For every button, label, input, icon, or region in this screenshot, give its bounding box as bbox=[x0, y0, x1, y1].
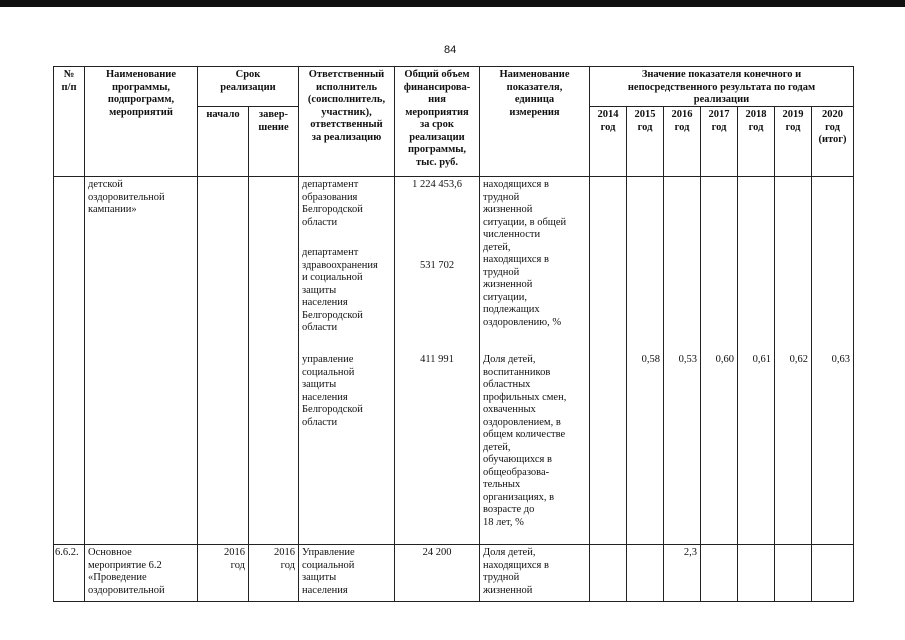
col-line bbox=[197, 66, 198, 601]
page-number: 84 bbox=[444, 44, 457, 56]
col-line bbox=[589, 66, 590, 601]
row1-indicator-1: находящихся в трудной жизненной ситуации, в общей численности детей, находящихся в трудной жизненной ситуации, подлежащих оздоровлению, % bbox=[483, 179, 567, 328]
header-year-2017: 2017 год bbox=[708, 109, 730, 133]
row1-value-2017: 0,60 bbox=[715, 354, 734, 365]
header-year-2019: 2019 год bbox=[782, 109, 804, 133]
row1-name: детской оздоровительной кампании» bbox=[88, 179, 165, 215]
row2-responsible: Управление социальной защиты населения bbox=[302, 547, 355, 596]
header-year-2016: 2016 год bbox=[671, 109, 693, 133]
row1-responsible-3: управление социальной защиты населения Белгородской области bbox=[302, 354, 363, 428]
header-year-2018: 2018 год bbox=[745, 109, 767, 133]
row1-value-2016: 0,53 bbox=[678, 354, 697, 365]
row2-financing: 24 200 bbox=[422, 547, 452, 558]
row1-responsible-1: департамент образования Белгородской области bbox=[302, 179, 363, 228]
header-financing: Общий объем финансирова- ния мероприятия за срок реализации программы, тыс. руб. bbox=[403, 69, 471, 168]
row1-financing-2: 531 702 bbox=[419, 260, 455, 271]
row2-number: 6.6.2. bbox=[55, 547, 79, 558]
col-line bbox=[479, 66, 480, 601]
table-border-top bbox=[53, 66, 854, 67]
row2-start: 2016 год bbox=[224, 547, 245, 571]
header-year-2015: 2015 год bbox=[634, 109, 656, 133]
row1-value-2018: 0,61 bbox=[752, 354, 771, 365]
row1-responsible-2: департамент здравоохранения и социальной защиты населения Белгородской области bbox=[302, 247, 378, 333]
row1-value-2019: 0,62 bbox=[789, 354, 808, 365]
row2-end: 2016 год bbox=[274, 547, 295, 571]
table-border-right bbox=[853, 66, 854, 601]
col-line bbox=[298, 66, 299, 601]
row1-value-2020: 0,63 bbox=[831, 354, 850, 365]
row-separator bbox=[53, 544, 854, 545]
header-responsible: Ответственный исполнитель (соисполнитель, участник), ответственный за реализацию bbox=[307, 69, 386, 143]
row2-indicator: Доля детей, находящихся в трудной жизненной bbox=[483, 547, 549, 596]
row1-value-2015: 0,58 bbox=[641, 354, 660, 365]
header-term-end: завер- шение bbox=[258, 109, 289, 133]
row2-value-2016: 2,3 bbox=[683, 547, 697, 558]
header-name: Наименование программы, подпрограмм, мероприятий bbox=[106, 69, 176, 118]
row1-financing-3: 411 991 bbox=[420, 354, 454, 365]
header-num: № п/п bbox=[61, 69, 77, 93]
header-indicator: Наименование показателя, единица измерения bbox=[499, 69, 570, 118]
row2-name: Основное мероприятие 6.2 «Проведение оздоровительной bbox=[88, 547, 165, 596]
header-term: Срок реализации bbox=[220, 69, 276, 93]
header-year-2020: 2020 год (итог) bbox=[818, 109, 847, 145]
col-line bbox=[53, 66, 54, 601]
table-border-bottom bbox=[53, 601, 854, 602]
col-line bbox=[84, 66, 85, 601]
row1-financing-1: 1 224 453,6 bbox=[412, 179, 462, 190]
col-line bbox=[248, 106, 249, 601]
header-values: Значение показателя конечного и непосредственного результата по годам реализации bbox=[627, 69, 816, 105]
header-term-start: начало bbox=[206, 109, 240, 120]
row1-indicator-2: Доля детей, воспитанников областных профильных смен, охваченных оздоровлением, в общем количестве детей, обучающихся в общеобразова- тельных организациях, в возрасте до 18 лет, % bbox=[483, 354, 567, 528]
header-year-2014: 2014 год bbox=[597, 109, 619, 133]
header-bottom-line bbox=[53, 176, 854, 177]
